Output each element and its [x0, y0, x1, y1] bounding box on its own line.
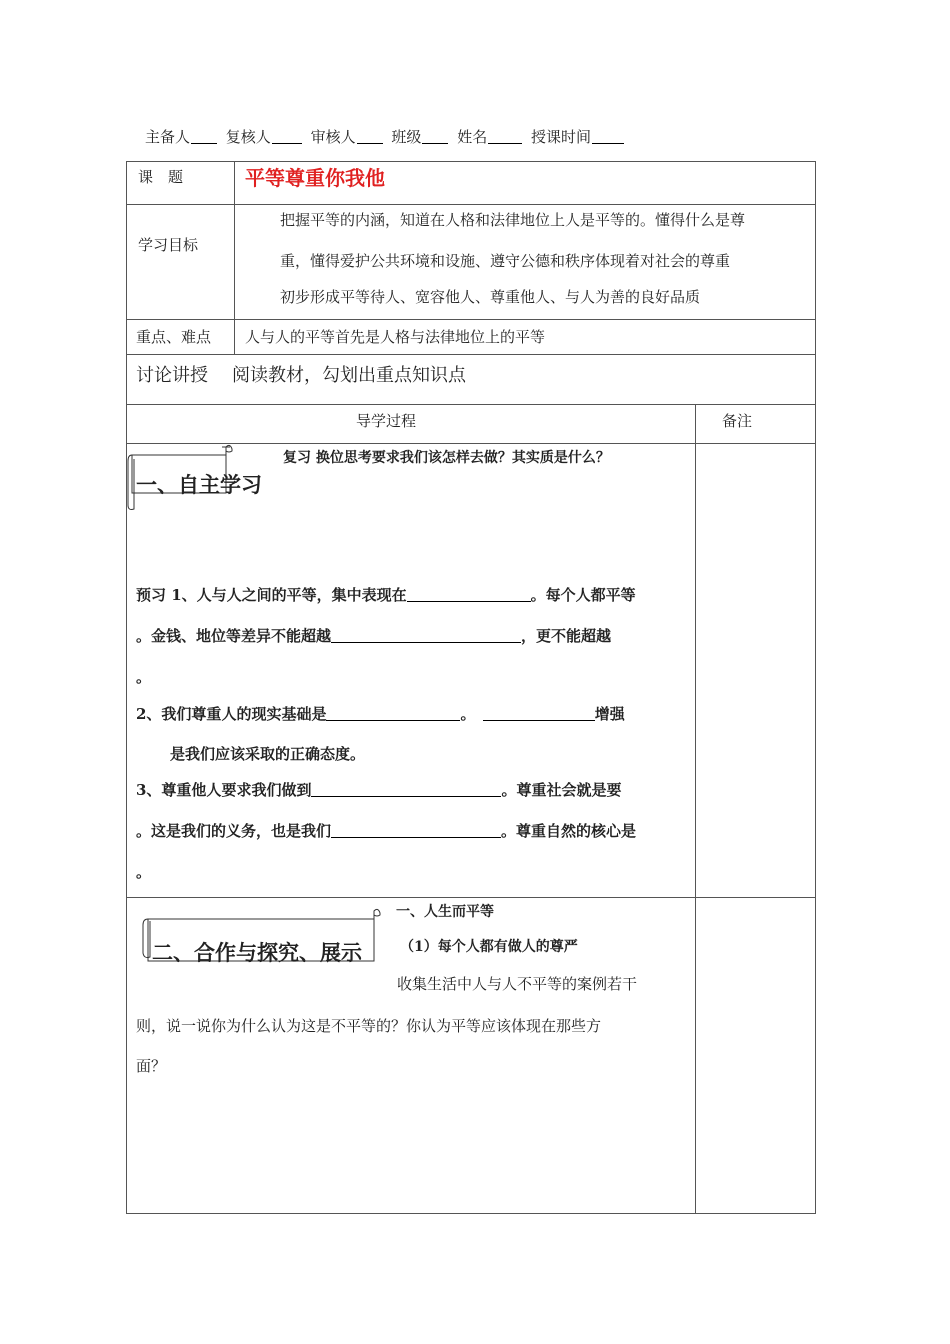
table-col-divider-topic [234, 161, 235, 205]
q1-line-3: 。 [136, 668, 152, 686]
field-label-class-time: 授课时间 [530, 128, 591, 146]
q3-blank-1[interactable] [311, 782, 501, 797]
process-header: 导学过程 [356, 412, 417, 430]
keypoints-label: 重点、难点 [136, 328, 212, 346]
field-blank-class-time[interactable] [592, 129, 624, 144]
notes-header: 备注 [722, 412, 753, 430]
q3-text-b: 。尊重社会就是要 [501, 781, 622, 799]
q2-text-c: 增强 [594, 705, 625, 723]
q1-line-1 [136, 584, 636, 605]
section1-title: 一、自主学习 [136, 472, 262, 497]
table-border-right [815, 161, 816, 1214]
q1-text-d: ，更不能超越 [521, 627, 612, 645]
q3-blank-2[interactable] [331, 823, 501, 838]
review-question: 复习 换位思考要求我们该怎样去做？其实质是什么？ [283, 450, 610, 466]
goals-label: 学习目标 [138, 236, 199, 254]
section2-heading-1: 一、人生而平等 [396, 904, 494, 920]
topic-label: 课 题 [138, 168, 184, 186]
q2-text-a: 2、我们尊重人的现实基础是 [136, 705, 327, 723]
field-blank-name[interactable] [488, 129, 522, 144]
table-divider-keypoints [126, 319, 816, 320]
table-col-divider-notes [695, 404, 696, 1214]
field-blank-reviewer[interactable] [272, 129, 302, 144]
table-border-top [126, 161, 816, 162]
field-blank-preparer[interactable] [191, 129, 217, 144]
header-fields [145, 126, 628, 147]
table-border-left [126, 161, 127, 1214]
field-label-reviewer: 复核人 [225, 128, 271, 146]
table-border-bottom [126, 1213, 816, 1214]
goal-line-2: 重，懂得爱护公共环境和设施、遵守公德和秩序体现着对社会的尊重 [280, 252, 731, 270]
q1-text-c: 。金钱、地位等差异不能超越 [136, 627, 332, 645]
q3-line-3: 。 [136, 863, 152, 881]
goal-line-1: 把握平等的内涵，知道在人格和法律地位上人是平等的。懂得什么是尊 [280, 211, 746, 229]
method-label: 讨论讲授 [136, 365, 208, 386]
field-blank-class[interactable] [422, 129, 448, 144]
q2-blank-2[interactable] [483, 706, 595, 721]
table-col-divider-keypoints [234, 319, 235, 355]
table-divider-goals [126, 204, 816, 205]
q1-blank-1[interactable] [407, 587, 531, 602]
q3-text-c: 。这是我们的义务，也是我们 [136, 822, 332, 840]
q1-blank-2[interactable] [331, 628, 521, 643]
section2-para-line-1: 收集生活中人与人不平等的案例若干 [397, 975, 638, 993]
section2-heading-2: （1）每个人都有做人的尊严 [400, 939, 578, 955]
q2-text-b: 。 [460, 705, 476, 723]
q2-blank-1[interactable] [326, 706, 460, 721]
q3-line-2 [136, 820, 636, 841]
table-divider-process [126, 404, 816, 405]
q3-text-d: 。尊重自然的核心是 [501, 822, 637, 840]
table-divider-section2 [126, 897, 816, 898]
q1-text-b: 。每个人都平等 [530, 586, 636, 604]
section2-title: 二、合作与探究、展示 [152, 940, 362, 965]
section2-para-line-3: 面？ [136, 1057, 167, 1075]
section2-para-line-2: 则，说一说你为什么认为这是不平等的？你认为平等应该体现在那些方 [136, 1017, 602, 1035]
q2-line-1 [136, 703, 625, 724]
q1-text-a: 预习 1、人与人之间的平等，集中表现在 [136, 586, 407, 604]
field-label-class: 班级 [391, 128, 422, 146]
q3-text-a: 3、尊重他人要求我们做到 [136, 781, 312, 799]
goal-line-3: 初步形成平等待人、宽容他人、尊重他人、与人为善的良好品质 [280, 288, 701, 306]
field-label-preparer: 主备人 [145, 128, 191, 146]
method-value: 阅读教材，勾划出重点知识点 [232, 365, 466, 386]
keypoints-value: 人与人的平等首先是人格与法律地位上的平等 [245, 328, 546, 346]
q3-line-1 [136, 779, 621, 800]
q2-line-2: 是我们应该采取的正确态度。 [170, 745, 366, 763]
field-label-name: 姓名 [457, 128, 488, 146]
q1-line-2 [136, 625, 611, 646]
field-label-auditor: 审核人 [310, 128, 356, 146]
table-divider-method [126, 354, 816, 355]
field-blank-auditor[interactable] [357, 129, 383, 144]
table-col-divider-goals [234, 204, 235, 320]
lesson-title: 平等尊重你我他 [245, 166, 385, 190]
